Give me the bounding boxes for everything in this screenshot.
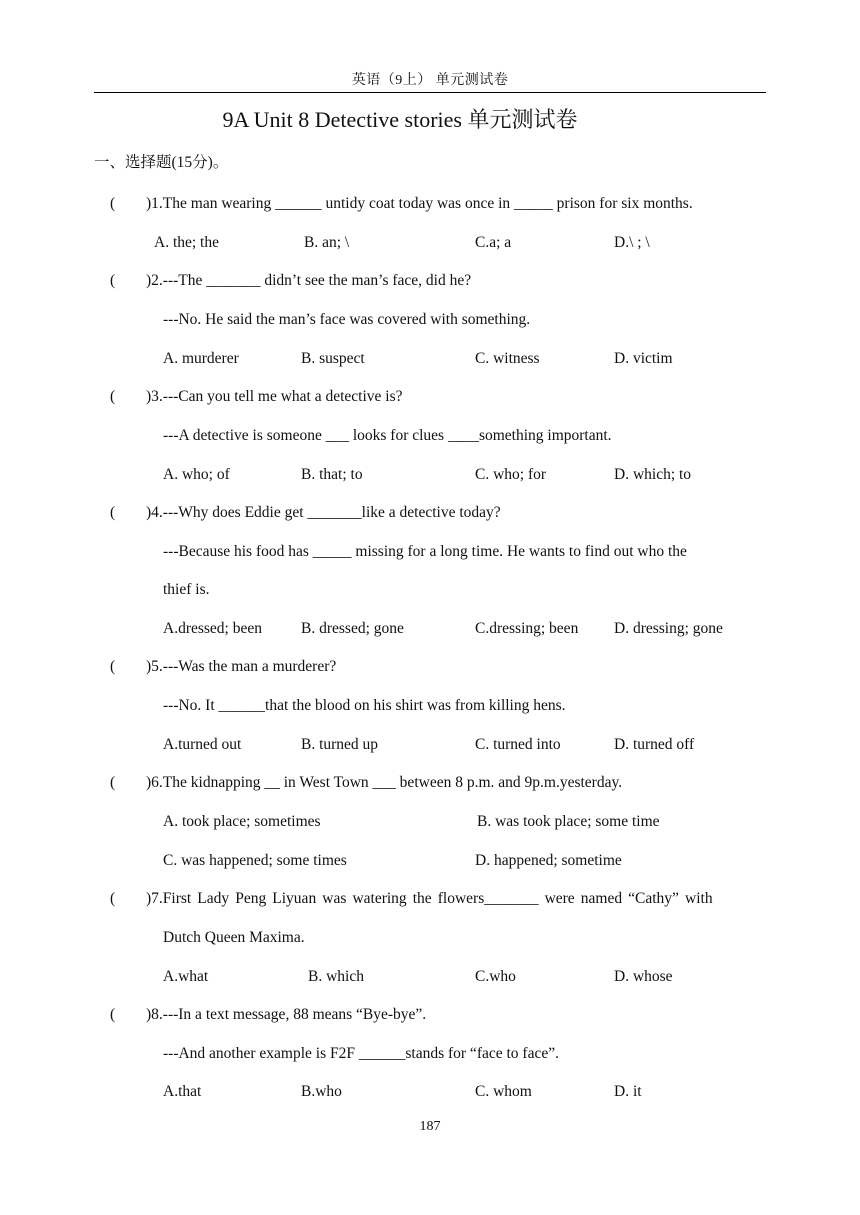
option-b: B. dressed; gone: [301, 620, 404, 637]
answer-blank[interactable]: (: [110, 195, 116, 212]
question-6-stem: [110, 773, 622, 793]
option-d: D. happened; sometime: [475, 852, 622, 869]
question-text: )8.---In a text message, 88 means “Bye-bye”.: [146, 1006, 427, 1023]
option-d: D. dressing; gone: [614, 620, 723, 637]
question-4-stem: [110, 503, 501, 523]
option-a: A.turned out: [163, 736, 242, 753]
answer-blank[interactable]: (: [110, 658, 116, 675]
question-text: )4.---Why does Eddie get _______like a detective today?: [146, 504, 501, 521]
option-a: A.dressed; been: [163, 620, 262, 637]
question-3-stem: [110, 387, 403, 407]
answer-blank[interactable]: (: [110, 774, 116, 791]
question-4-line: thief is.: [163, 581, 210, 598]
option-d: D. whose: [614, 968, 673, 985]
answer-blank[interactable]: (: [110, 388, 116, 405]
question-5-stem: [110, 657, 336, 677]
question-3-line: ---A detective is someone ___ looks for clues ____something important.: [163, 427, 612, 444]
question-text: )5.---Was the man a murderer?: [146, 658, 337, 675]
option-a: A. the; the: [154, 234, 219, 251]
option-c: C.who: [475, 968, 516, 985]
question-8-line: ---And another example is F2F ______stands for “face to face”.: [163, 1045, 559, 1062]
header-divider: [94, 92, 766, 93]
answer-blank[interactable]: (: [110, 890, 116, 907]
option-b: B. which: [308, 968, 364, 985]
option-c: C. witness: [475, 350, 540, 367]
option-d: D. turned off: [614, 736, 695, 753]
section-heading: 一、选择题(15分)。: [94, 154, 229, 171]
document-title: 9A Unit 8 Detective stories 单元测试卷: [222, 107, 578, 132]
option-d: D. victim: [614, 350, 673, 367]
page-header: 英语（9上） 单元测试卷: [351, 73, 509, 88]
option-b: B. turned up: [301, 736, 379, 753]
question-1-stem: [110, 194, 693, 214]
option-a: A.that: [163, 1083, 202, 1100]
question-text: )3.---Can you tell me what a detective is?: [146, 388, 403, 405]
page-number: 187: [419, 1119, 441, 1134]
question-text: )1.The man wearing ______ untidy coat today was once in _____ prison for six months.: [146, 195, 693, 212]
option-a: A. who; of: [163, 466, 230, 483]
answer-blank[interactable]: (: [110, 272, 116, 289]
answer-blank[interactable]: (: [110, 1006, 116, 1023]
option-c: C.a; a: [475, 234, 512, 251]
option-d: D. it: [614, 1083, 642, 1100]
option-a: A. took place; sometimes: [163, 813, 321, 830]
option-b: B.who: [301, 1083, 342, 1100]
question-2-line: ---No. He said the man’s face was covered with something.: [163, 311, 531, 328]
question-text: )2.---The _______ didn’t see the man’s face, did he?: [146, 272, 472, 289]
question-2-stem: [110, 271, 471, 291]
option-c: C. who; for: [475, 466, 547, 483]
option-b: B. that; to: [301, 466, 363, 483]
question-7-line: Dutch Queen Maxima.: [163, 929, 305, 946]
option-c: C. was happened; some times: [163, 852, 347, 869]
option-d: D.\ ; \: [614, 234, 650, 251]
question-7-stem: [110, 889, 713, 909]
option-d: D. which; to: [614, 466, 692, 483]
option-c: C. whom: [475, 1083, 532, 1100]
question-8-stem: [110, 1005, 426, 1025]
option-c: C. turned into: [475, 736, 561, 753]
option-b: B. suspect: [301, 350, 365, 367]
question-5-line: ---No. It ______that the blood on his shirt was from killing hens.: [163, 697, 566, 714]
question-4-line: ---Because his food has _____ missing for a long time. He wants to find out who the: [163, 543, 687, 560]
question-text: )6.The kidnapping __ in West Town ___ between 8 p.m. and 9p.m.yesterday.: [146, 774, 623, 791]
option-c: C.dressing; been: [475, 620, 579, 637]
option-b: B. an; \: [304, 234, 350, 251]
question-text: )7.First Lady Peng Liyuan was watering the flowers_______ were named “Cathy” with: [146, 890, 713, 907]
answer-blank[interactable]: (: [110, 504, 116, 521]
option-a: A. murderer: [163, 350, 239, 367]
option-a: A.what: [163, 968, 209, 985]
option-b: B. was took place; some time: [477, 813, 660, 830]
